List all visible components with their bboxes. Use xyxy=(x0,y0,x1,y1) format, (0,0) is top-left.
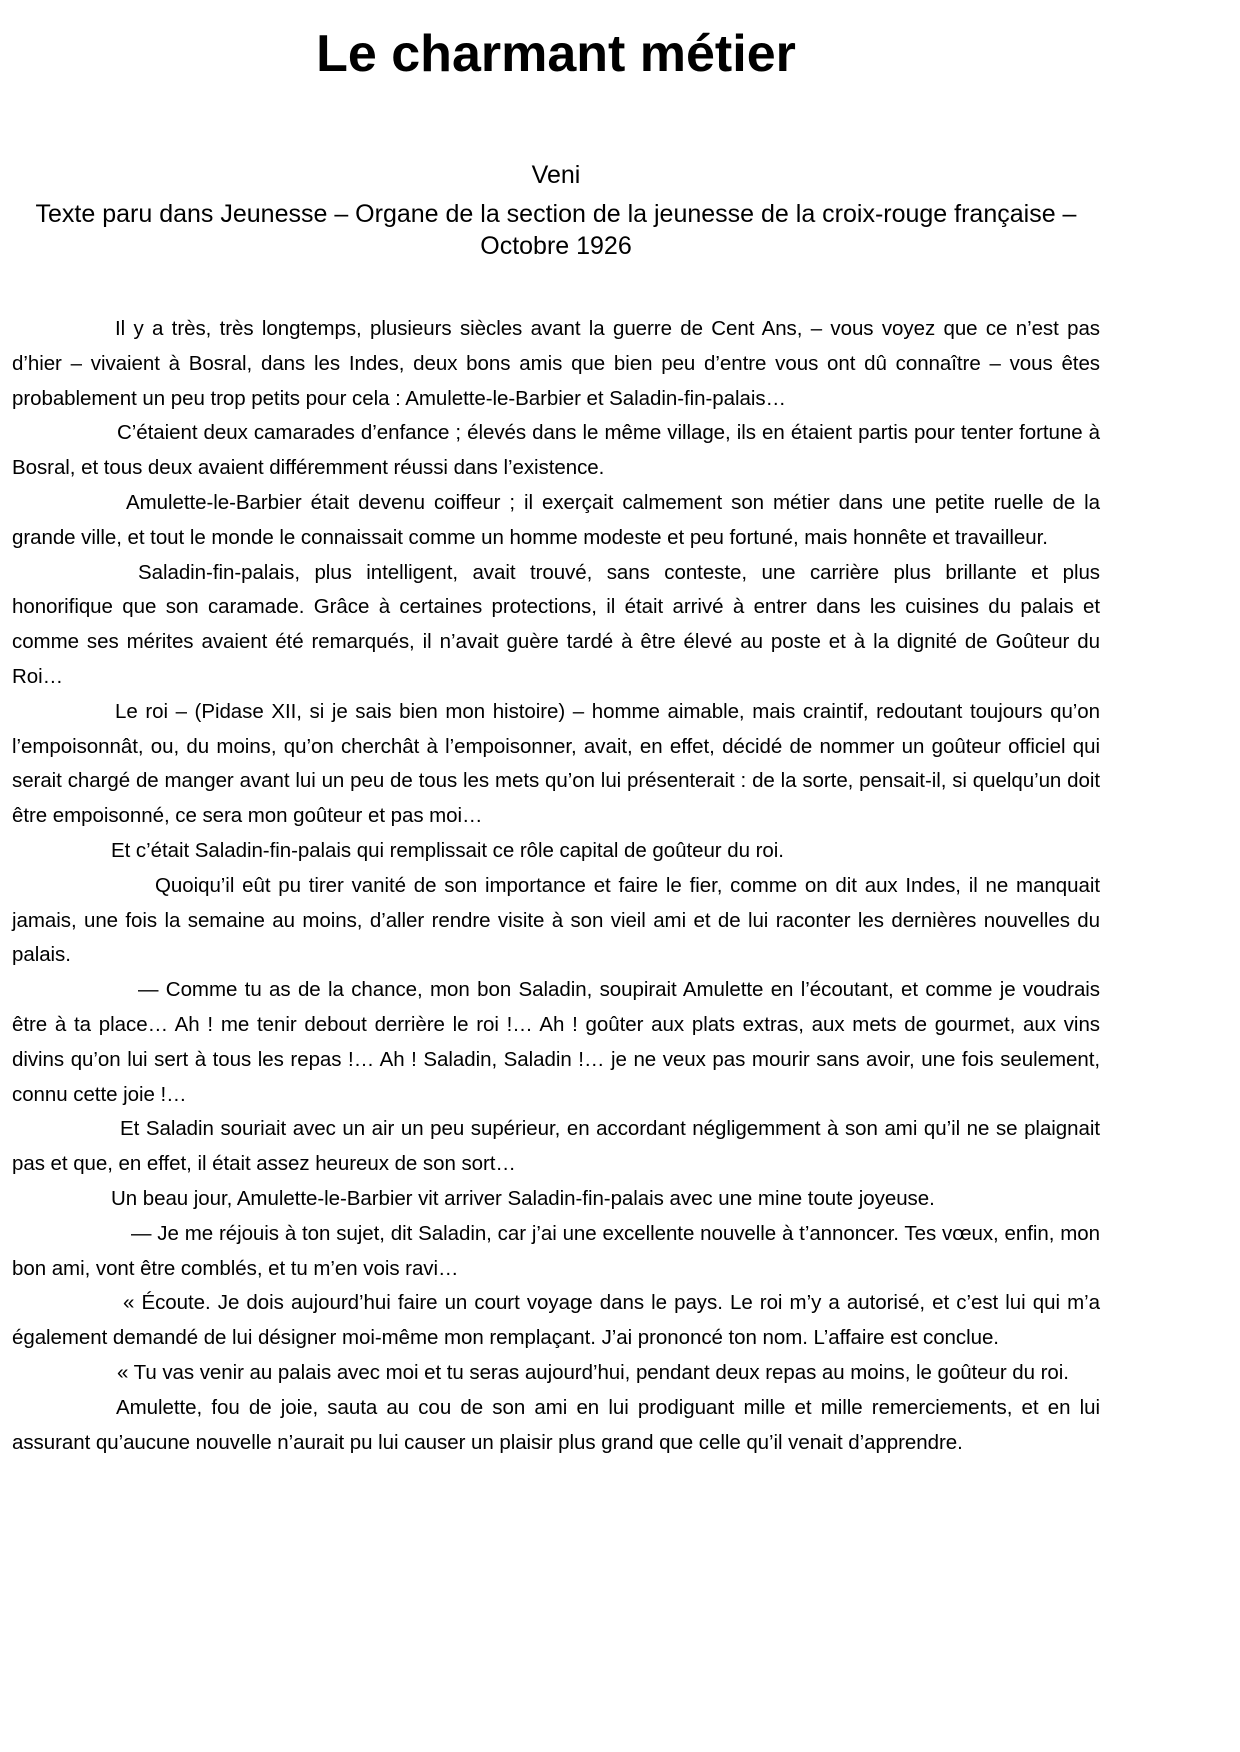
paragraph: Et c’était Saladin-fin-palais qui remplissait ce rôle capital de goûteur du roi. xyxy=(111,838,784,862)
document-page xyxy=(12,0,1100,1460)
paragraph: « Écoute. Je dois aujourd’hui faire un court voyage dans le pays. Le roi m’y a autorisé, et c’est lui qui m’a également demandé de lui désigner moi-même mon remplaçant. J’ai prononcé ton nom. L’affaire est conclue. xyxy=(12,1291,1100,1350)
document-body xyxy=(12,312,1100,1460)
paragraph: Le roi – (Pidase XII, si je sais bien mon histoire) – homme aimable, mais craintif, redoutant toujours qu’on l’empoisonnât, ou, du moins, qu’on cherchât à l’empoisonner, avait, en effet, décidé de nommer un goûteur officiel qui serait chargé de manger avant lui un peu de tous les mets qu’on lui présenterait : de la sorte, pensait-il, si quelqu’un doit être empoisonné, ce sera mon goûteur et pas moi… xyxy=(12,699,1100,828)
paragraph: Amulette-le-Barbier était devenu coiffeur ; il exerçait calmement son métier dans une petite ruelle de la grande ville, et tout le monde le connaissait comme un homme modeste et peu fortuné, mais honnête et travailleur. xyxy=(12,490,1100,549)
source-note: Texte paru dans Jeunesse – Organe de la section de la jeunesse de la croix-rouge française – Octobre 1926 xyxy=(35,200,1077,260)
paragraph: Un beau jour, Amulette-le-Barbier vit arriver Saladin-fin-palais avec une mine toute joyeuse. xyxy=(111,1186,935,1210)
paragraph: C’étaient deux camarades d’enfance ; élevés dans le même village, ils en étaient partis pour tenter fortune à Bosral, et tous deux avaient différemment réussi dans l’existence. xyxy=(12,421,1100,480)
paragraph: Et Saladin souriait avec un air un peu supérieur, en accordant négligemment à son ami qu’il ne se plaignait pas et que, en effet, il était assez heureux de son sort… xyxy=(12,1117,1100,1176)
paragraph: « Tu vas venir au palais avec moi et tu seras aujourd’hui, pendant deux repas au moins, le goûteur du roi. xyxy=(117,1360,1069,1384)
paragraph: Il y a très, très longtemps, plusieurs siècles avant la guerre de Cent Ans, – vous voyez que ce n’est pas d’hier – vivaient à Bosral, dans les Indes, deux bons amis que bien peu d’entre vous ont dû connaître – vous êtes probablement un peu trop petits pour cela : Amulette-le-Barbier et Saladin-fin-palais… xyxy=(12,317,1100,410)
document-title: Le charmant métier xyxy=(316,25,796,83)
paragraph: — Je me réjouis à ton sujet, dit Saladin, car j’ai une excellente nouvelle à t’annoncer. Tes vœux, enfin, mon bon ami, vont être comblés, et tu m’en vois ravi… xyxy=(12,1221,1100,1280)
author-name: Veni xyxy=(531,161,581,189)
paragraph: Quoiqu’il eût pu tirer vanité de son importance et faire le fier, comme on dit aux Indes, il ne manquait jamais, une fois la semaine au moins, d’aller rendre visite à son vieil ami et de lui raconter les dernières nouvelles du palais. xyxy=(12,873,1100,967)
paragraph: — Comme tu as de la chance, mon bon Saladin, soupirait Amulette en l’écoutant, et comme je voudrais être à ta place… Ah ! me tenir debout derrière le roi !… Ah ! goûter aux plats extras, aux mets de gourmet, aux vins divins qu’on lui sert à tous les repas !… Ah ! Saladin, Saladin !… je ne veux pas mourir sans avoir, une fois seulement, connu cette joie !… xyxy=(12,978,1100,1106)
paragraph: Amulette, fou de joie, sauta au cou de son ami en lui prodiguant mille et mille remerciements, et en lui assurant qu’aucune nouvelle n’aurait pu lui causer un plaisir plus grand que celle qu’il venait d’apprendre. xyxy=(12,1395,1100,1454)
paragraph: Saladin-fin-palais, plus intelligent, avait trouvé, sans conteste, une carrière plus brillante et plus honorifique que son caramade. Grâce à certaines protections, il était arrivé à entrer dans les cuisines du palais et comme ses mérites avaient été remarqués, il n’avait guère tardé à être élevé au poste et à la dignité de Goûteur du Roi… xyxy=(12,560,1100,688)
